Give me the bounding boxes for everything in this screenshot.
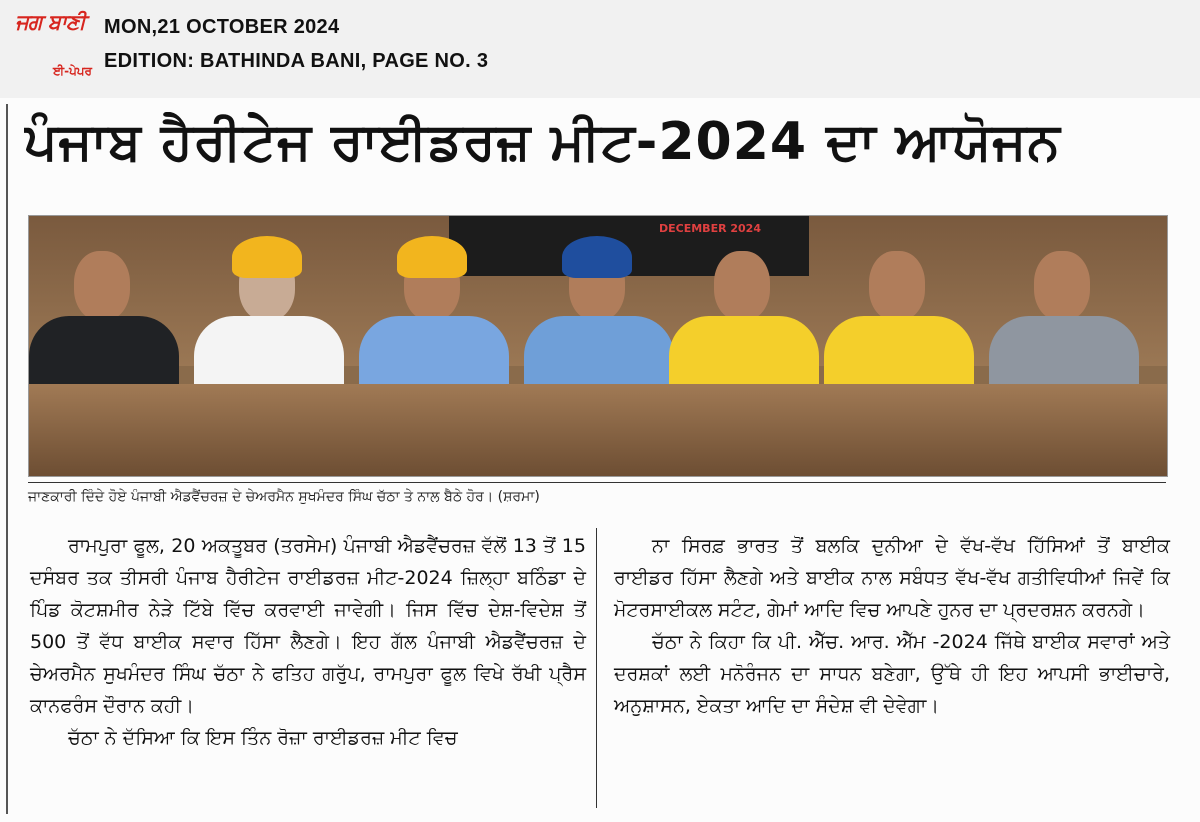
person-3 (359, 236, 509, 386)
paragraph: ਚੱਠਾ ਨੇ ਕਿਹਾ ਕਿ ਪੀ. ਐੱਚ. ਆਰ. ਐੱਮ -2024 ਜਿੱਥੇ ਬਾਈਕ ਸਵਾਰਾਂ ਅਤੇ ਦਰਸ਼ਕਾਂ ਲਈ ਮਨੋਰੰਜਨ ਦਾ ਸਾਧਨ ਬਣੇਗਾ, ਉੱਥੇ ਹੀ ਇਹ ਆਪਸੀ ਭਾਈਚਾਰੇ, ਅਨੁਸ਼ਾਸਨ, ਏਕਤਾ ਆਦਿ ਦਾ ਸੰਦੇਸ਼ ਵੀ ਦੇਵੇਗਾ। (614, 631, 1170, 717)
person-turban (232, 236, 302, 278)
person-6 (824, 236, 974, 386)
newspaper-logo[interactable] (8, 10, 92, 90)
person-head (714, 251, 770, 321)
paragraph: ਚੱਠਾ ਨੇ ਦੱਸਿਆ ਕਿ ਇਸ ਤਿੰਨ ਰੋਜ਼ਾ ਰਾਈਡਰਜ਼ ਮੀਟ ਵਿਚ (68, 727, 458, 749)
paragraph: ਰਾਮਪੁਰਾ ਫੂਲ, 20 ਅਕਤੂਬਰ (ਤਰਸੇਮ) ਪੰਜਾਬੀ ਐਡਵੈਂਚਰਜ਼ ਵੱਲੋਂ 13 ਤੋਂ 15 ਦਸੰਬਰ ਤਕ ਤੀਸਰੀ ਪੰਜਾਬ ਹੈਰੀਟੇਜ ਰਾਈਡਰਜ਼ ਮੀਟ-2024 ਜ਼ਿਲ੍ਹਾ ਬਠਿੰਡਾ ਦੇ ਪਿੰਡ ਕੋਟਸ਼ਮੀਰ ਨੇੜੇ ਟਿੱਬੇ ਵਿੱਚ ਕਰਵਾਈ ਜਾਵੇਗੀ। ਜਿਸ ਵਿੱਚ ਦੇਸ਼-ਵਿਦੇਸ਼ ਤੋਂ 500 ਤੋਂ ਵੱਧ ਬਾਈਕ ਸਵਾਰ ਹਿੱਸਾ ਲੈਣਗੇ। ਇਹ ਗੱਲ ਪੰਜਾਬੀ ਐਡਵੈਂਚਰਜ਼ ਦੇ ਚੇਅਰਮੈਨ ਸੁਖਮੰਦਰ ਸਿੰਘ ਚੱਠਾ ਨੇ ਫਤਿਹ ਗਰੁੱਪ, ਰਾਮਪੁਰਾ ਫੂਲ ਵਿਖੇ ਰੱਖੀ ਪ੍ਰੈਸ ਕਾਨਫਰੰਸ ਦੌਰਾਨ ਕਹੀ। (30, 535, 586, 717)
person-7 (989, 236, 1139, 386)
person-4 (524, 236, 674, 386)
person-1 (29, 236, 179, 386)
person-turban (397, 236, 467, 278)
photo-caption: ਜਾਣਕਾਰੀ ਦਿੰਦੇ ਹੋਏ ਪੰਜਾਬੀ ਐਡਵੈਂਚਰਜ਼ ਦੇ ਚੇਅਰਮੈਨ ਸੁਖਮੰਦਰ ਸਿੰਘ ਚੱਠਾ ਤੇ ਨਾਲ ਬੈਠੇ ਹੋਰ। (ਸ਼ਰਮਾ) (28, 482, 1166, 505)
article-photo (28, 215, 1168, 477)
column-rule (6, 104, 8, 814)
edition-info: EDITION: BATHINDA BANI, PAGE NO. 3 (104, 50, 489, 72)
person-turban (562, 236, 632, 278)
poster-date-text: DECEMBER 2024 (659, 222, 761, 235)
logo-subtitle: ਈ-ਪੇਪਰ (52, 64, 92, 78)
paragraph: ਨਾ ਸਿਰਫ਼ ਭਾਰਤ ਤੋਂ ਬਲਕਿ ਦੁਨੀਆ ਦੇ ਵੱਖ-ਵੱਖ ਹਿੱਸਿਆਂ ਤੋਂ ਬਾਈਕ ਰਾਈਡਰ ਹਿੱਸਾ ਲੈਣਗੇ ਅਤੇ ਬਾਈਕ ਨਾਲ ਸਬੰਧਤ ਵੱਖ-ਵੱਖ ਗਤੀਵਿਧੀਆਂ ਜਿਵੇਂ ਕਿ ਮੋਟਰਸਾਈਕਲ ਸਟੰਟ, ਗੇਮਾਂ ਆਦਿ ਵਿਚ ਆਪਣੇ ਹੁਨਰ ਦਾ ਪ੍ਰਦਰਸ਼ਨ ਕਰਨਗੇ। (614, 535, 1170, 621)
article-column-2 (614, 530, 1170, 722)
logo-title: ਜਗ ਬਾਣੀ (15, 10, 85, 34)
publication-date: MON,21 OCTOBER 2024 (104, 16, 340, 38)
person-head (74, 251, 130, 321)
epaper-header (0, 0, 1200, 98)
person-2 (194, 236, 344, 386)
column-divider (596, 528, 597, 808)
article-column-1 (30, 530, 586, 754)
person-head (1034, 251, 1090, 321)
conference-table (29, 384, 1167, 476)
person-5 (669, 236, 819, 386)
person-head (869, 251, 925, 321)
article-headline: ਪੰਜਾਬ ਹੈਰੀਟੇਜ ਰਾਈਡਰਜ਼ ਮੀਟ-2024 ਦਾ ਆਯੋਜਨ (24, 112, 1061, 172)
